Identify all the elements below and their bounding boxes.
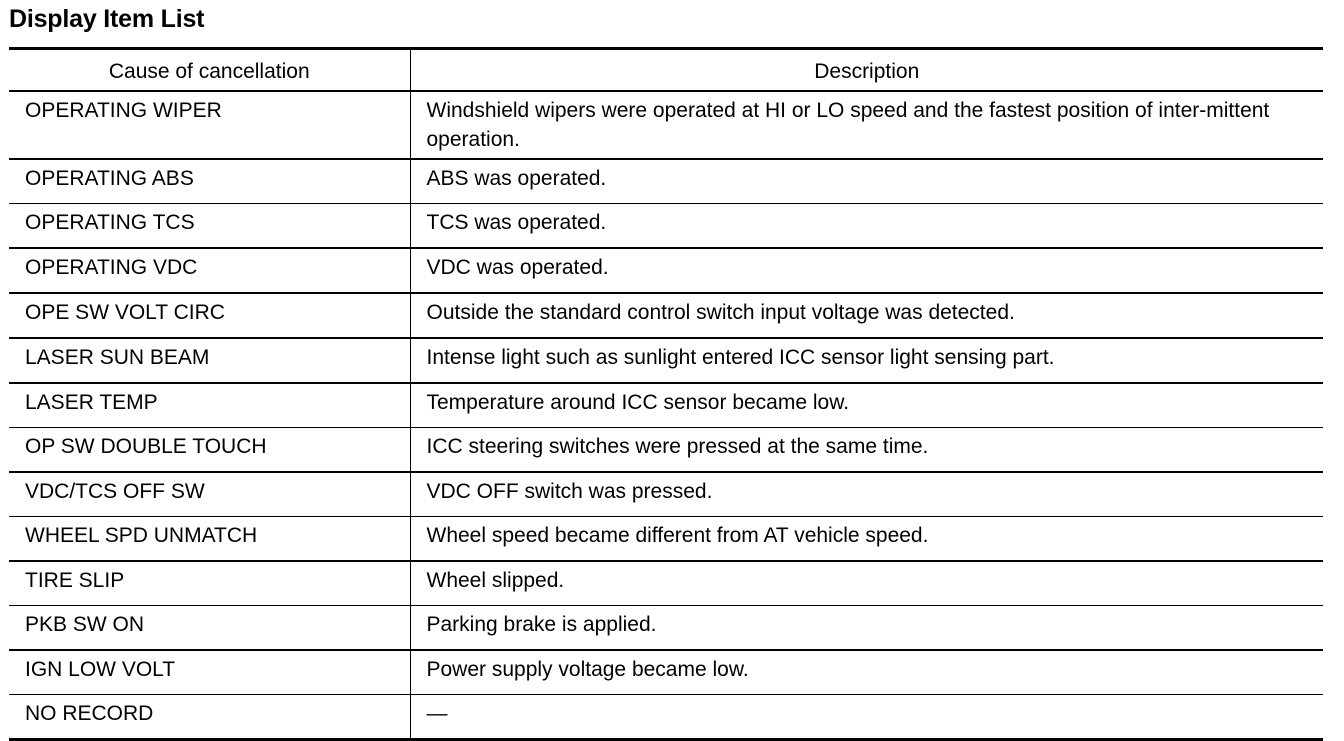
table-row [9, 472, 1323, 517]
page-title: Display Item List [9, 5, 205, 33]
description-cell: Wheel speed became different from AT vehicle speed. [410, 516, 1323, 561]
table-row [9, 516, 1323, 561]
description-cell: Temperature around ICC sensor became low. [410, 383, 1323, 428]
cause-cell: WHEEL SPD UNMATCH [9, 516, 410, 561]
cause-cell: IGN LOW VOLT [9, 650, 410, 695]
description-cell: Outside the standard control switch input voltage was detected. [410, 293, 1323, 338]
cause-cell: LASER SUN BEAM [9, 338, 410, 383]
cause-cell: LASER TEMP [9, 383, 410, 428]
cause-cell: OPERATING ABS [9, 159, 410, 204]
table-header-row [9, 49, 1323, 91]
cause-cell: OPE SW VOLT CIRC [9, 293, 410, 338]
table-row [9, 427, 1323, 472]
description-cell: ICC steering switches were pressed at the same time. [410, 427, 1323, 472]
cause-cell: VDC/TCS OFF SW [9, 472, 410, 517]
table-row [9, 91, 1323, 159]
description-cell: VDC OFF switch was pressed. [410, 472, 1323, 517]
cause-cell: NO RECORD [9, 694, 410, 739]
description-cell: Windshield wipers were operated at HI or LO speed and the fastest position of inter-mittent operation. [410, 91, 1323, 159]
description-cell: Wheel slipped. [410, 561, 1323, 606]
cause-cell: PKB SW ON [9, 605, 410, 650]
cause-cell: OPERATING VDC [9, 248, 410, 293]
table-row [9, 383, 1323, 428]
description-cell: Intense light such as sunlight entered ICC sensor light sensing part. [410, 338, 1323, 383]
table-row [9, 293, 1323, 338]
table-row [9, 248, 1323, 293]
display-item-table-container [9, 47, 1323, 741]
cause-cell: TIRE SLIP [9, 561, 410, 606]
cause-cell: OP SW DOUBLE TOUCH [9, 427, 410, 472]
description-cell: Parking brake is applied. [410, 605, 1323, 650]
table-row [9, 650, 1323, 695]
description-cell: ABS was operated. [410, 159, 1323, 204]
table-row [9, 694, 1323, 739]
description-cell: VDC was operated. [410, 248, 1323, 293]
cause-cell: OPERATING WIPER [9, 91, 410, 159]
column-header-cause: Cause of cancellation [9, 49, 410, 91]
table-row [9, 561, 1323, 606]
table-row [9, 159, 1323, 204]
cause-cell: OPERATING TCS [9, 203, 410, 248]
column-header-description: Description [410, 49, 1323, 91]
description-cell: TCS was operated. [410, 203, 1323, 248]
display-item-table [9, 47, 1323, 741]
description-cell: Power supply voltage became low. [410, 650, 1323, 695]
table-row [9, 605, 1323, 650]
table-row [9, 338, 1323, 383]
table-row [9, 203, 1323, 248]
description-cell: — [410, 694, 1323, 739]
